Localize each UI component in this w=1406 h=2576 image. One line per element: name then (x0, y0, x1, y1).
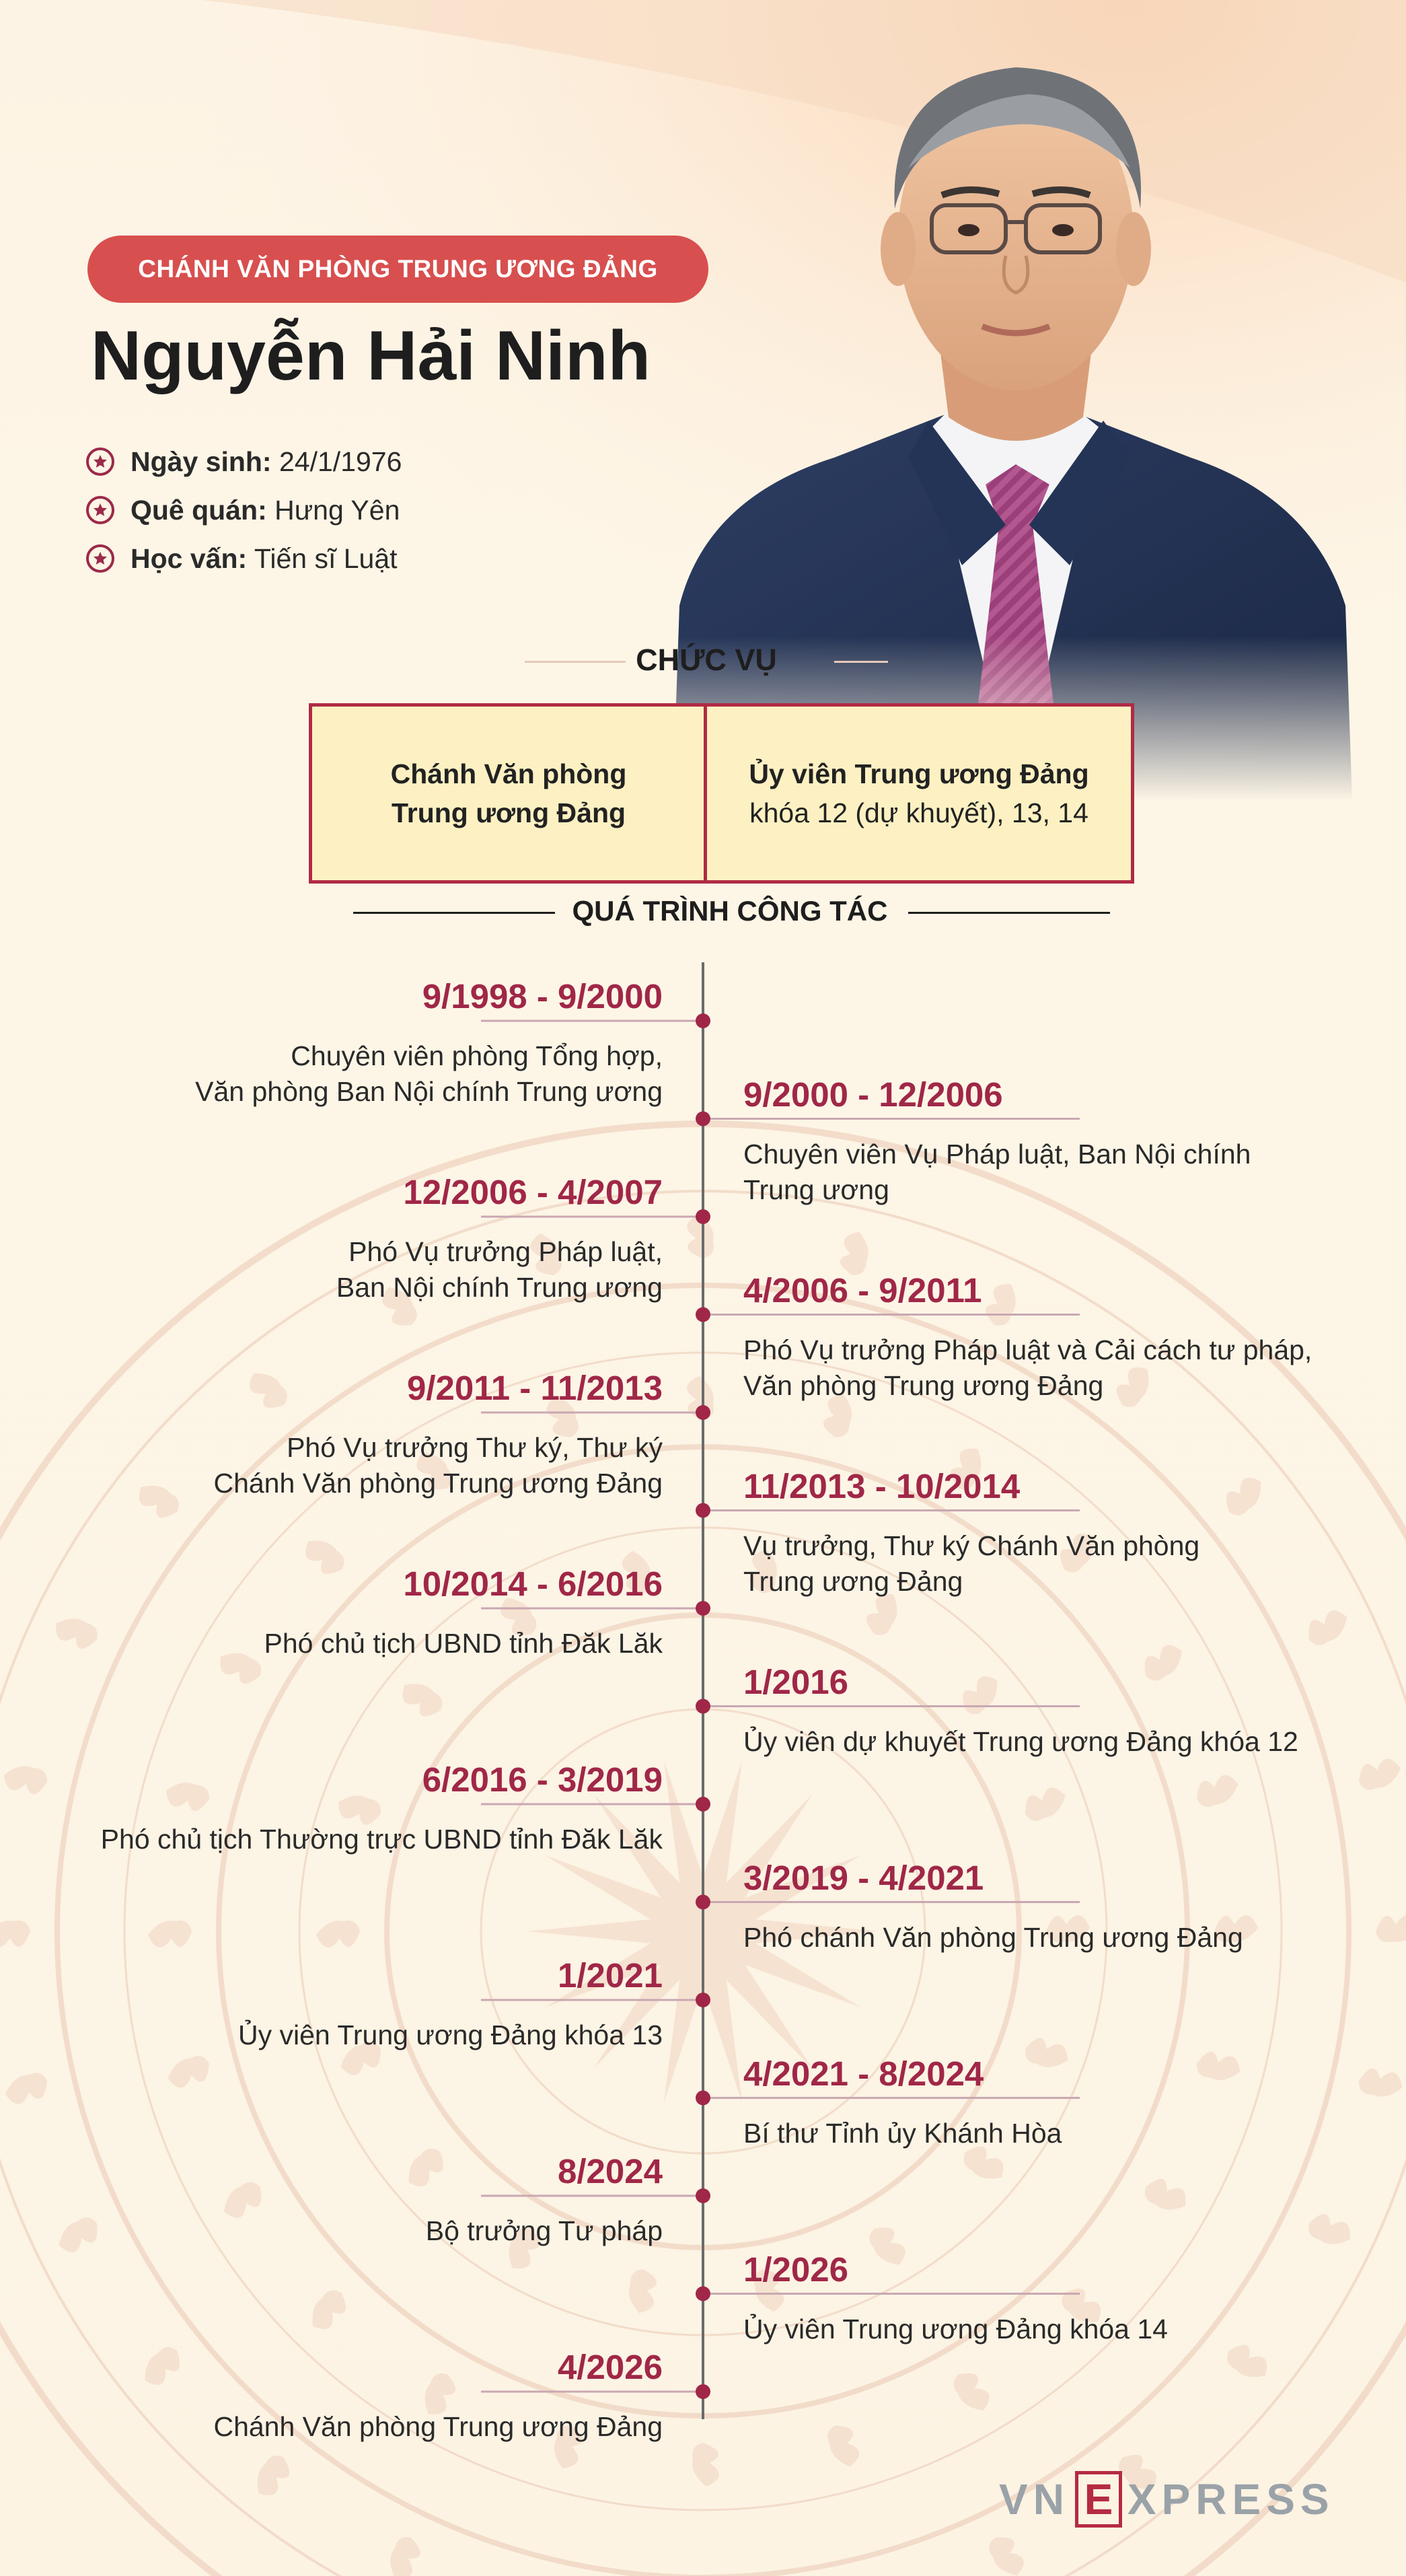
timeline-date: 10/2014 - 6/2016 (403, 1565, 663, 1603)
timeline-description: Ủy viên Trung ương Đảng khóa 13 (238, 2019, 663, 2050)
timeline-date: 1/2021 (558, 1956, 663, 1995)
position-line: Ủy viên Trung ương Đảng (749, 758, 1089, 789)
career-title: QUÁ TRÌNH CÔNG TÁC (572, 895, 888, 927)
timeline-description: Phó chủ tịch UBND tỉnh Đăk Lăk (264, 1628, 663, 1659)
logo-part: XPRESS (1127, 2475, 1335, 2524)
timeline-description: Chuyên viên phòng Tổng hợp, Văn phòng Ban Nội chính Trung ương (195, 1040, 663, 1107)
vnexpress-logo (999, 2471, 1335, 2528)
timeline-dot (696, 2091, 710, 2106)
timeline-dot (696, 2287, 710, 2301)
timeline-date: 11/2013 - 10/2014 (743, 1466, 1021, 1505)
timeline-description: Vụ trưởng, Thư ký Chánh Văn phòng Trung ương Đảng (743, 1530, 1200, 1597)
position-line: khóa 12 (dự khuyết), 13, 14 (749, 797, 1088, 828)
timeline-dot (696, 1209, 710, 1224)
timeline-date: 9/1998 - 9/2000 (422, 977, 663, 1015)
logo-part: VN (999, 2475, 1070, 2524)
timeline-date: 12/2006 - 4/2007 (403, 1173, 663, 1211)
timeline-description: Phó Vụ trưởng Pháp luật và Cải cách tư pháp, Văn phòng Trung ương Đảng (743, 1334, 1312, 1401)
logo-part: E (1075, 2471, 1122, 2528)
timeline-date: 6/2016 - 3/2019 (422, 1760, 663, 1799)
timeline-dot (696, 1503, 710, 1518)
title-badge: CHÁNH VĂN PHÒNG TRUNG ƯƠNG ĐẢNG (87, 236, 708, 303)
timeline-description: Phó chánh Văn phòng Trung ương Đảng (743, 1921, 1243, 1953)
timeline-dot (696, 1895, 710, 1910)
timeline-date: 9/2000 - 12/2006 (743, 1075, 1003, 1114)
info-label: Ngày sinh: (131, 445, 272, 477)
info-value: 24/1/1976 (279, 445, 402, 477)
timeline-dot (696, 1308, 710, 1322)
info-value: Tiến sĩ Luật (254, 542, 398, 574)
timeline-date: 4/2006 - 9/2011 (743, 1271, 982, 1310)
positions-title: CHỨC VỤ (636, 643, 777, 677)
timeline-date: 3/2019 - 4/2021 (743, 1858, 984, 1897)
timeline-dot (696, 1405, 710, 1420)
timeline-date: 9/2011 - 11/2013 (406, 1369, 663, 1407)
timeline-description: Chánh Văn phòng Trung ương Đảng (213, 2411, 663, 2442)
timeline-dot (696, 1797, 710, 1812)
timeline-date: 1/2016 (743, 1662, 848, 1701)
timeline-description: Bộ trưởng Tư pháp (425, 2215, 663, 2246)
timeline-description: Ủy viên Trung ương Đảng khóa 14 (743, 2313, 1168, 2345)
timeline-description: Phó Vụ trưởng Pháp luật, Ban Nội chính Trung ương (336, 1236, 663, 1303)
timeline-dot (696, 1013, 710, 1028)
timeline-dot (696, 1112, 710, 1126)
timeline-date: 8/2024 (558, 2152, 663, 2190)
info-label: Quê quán: (131, 494, 267, 526)
person-name: Nguyễn Hải Ninh (91, 317, 651, 395)
timeline-description: Phó chủ tịch Thường trực UBND tỉnh Đăk Lăk (100, 1824, 663, 1855)
timeline-description: Bí thư Tỉnh ủy Khánh Hòa (743, 2117, 1062, 2149)
timeline-date: 4/2021 - 8/2024 (743, 2054, 984, 2093)
timeline-date: 1/2026 (743, 2250, 848, 2289)
position-line: Chánh Văn phòng (390, 758, 627, 789)
timeline-dot (696, 1699, 710, 1714)
info-label: Học vấn: (131, 542, 248, 574)
position-line: Trung ương Đảng (391, 797, 626, 828)
timeline-dot (696, 1993, 710, 2007)
timeline-dot (696, 1601, 710, 1616)
timeline-description: Chuyên viên Vụ Pháp luật, Ban Nội chính Trung ương (743, 1138, 1251, 1205)
info-value: Hưng Yên (274, 494, 400, 526)
timeline-description: Phó Vụ trưởng Thư ký, Thư ký Chánh Văn phòng Trung ương Đảng (213, 1432, 663, 1499)
timeline-description: Ủy viên dự khuyết Trung ương Đảng khóa 12 (743, 1725, 1298, 1757)
timeline-dot (696, 2188, 710, 2203)
timeline-dot (696, 2384, 710, 2399)
timeline-date: 4/2026 (558, 2348, 663, 2386)
